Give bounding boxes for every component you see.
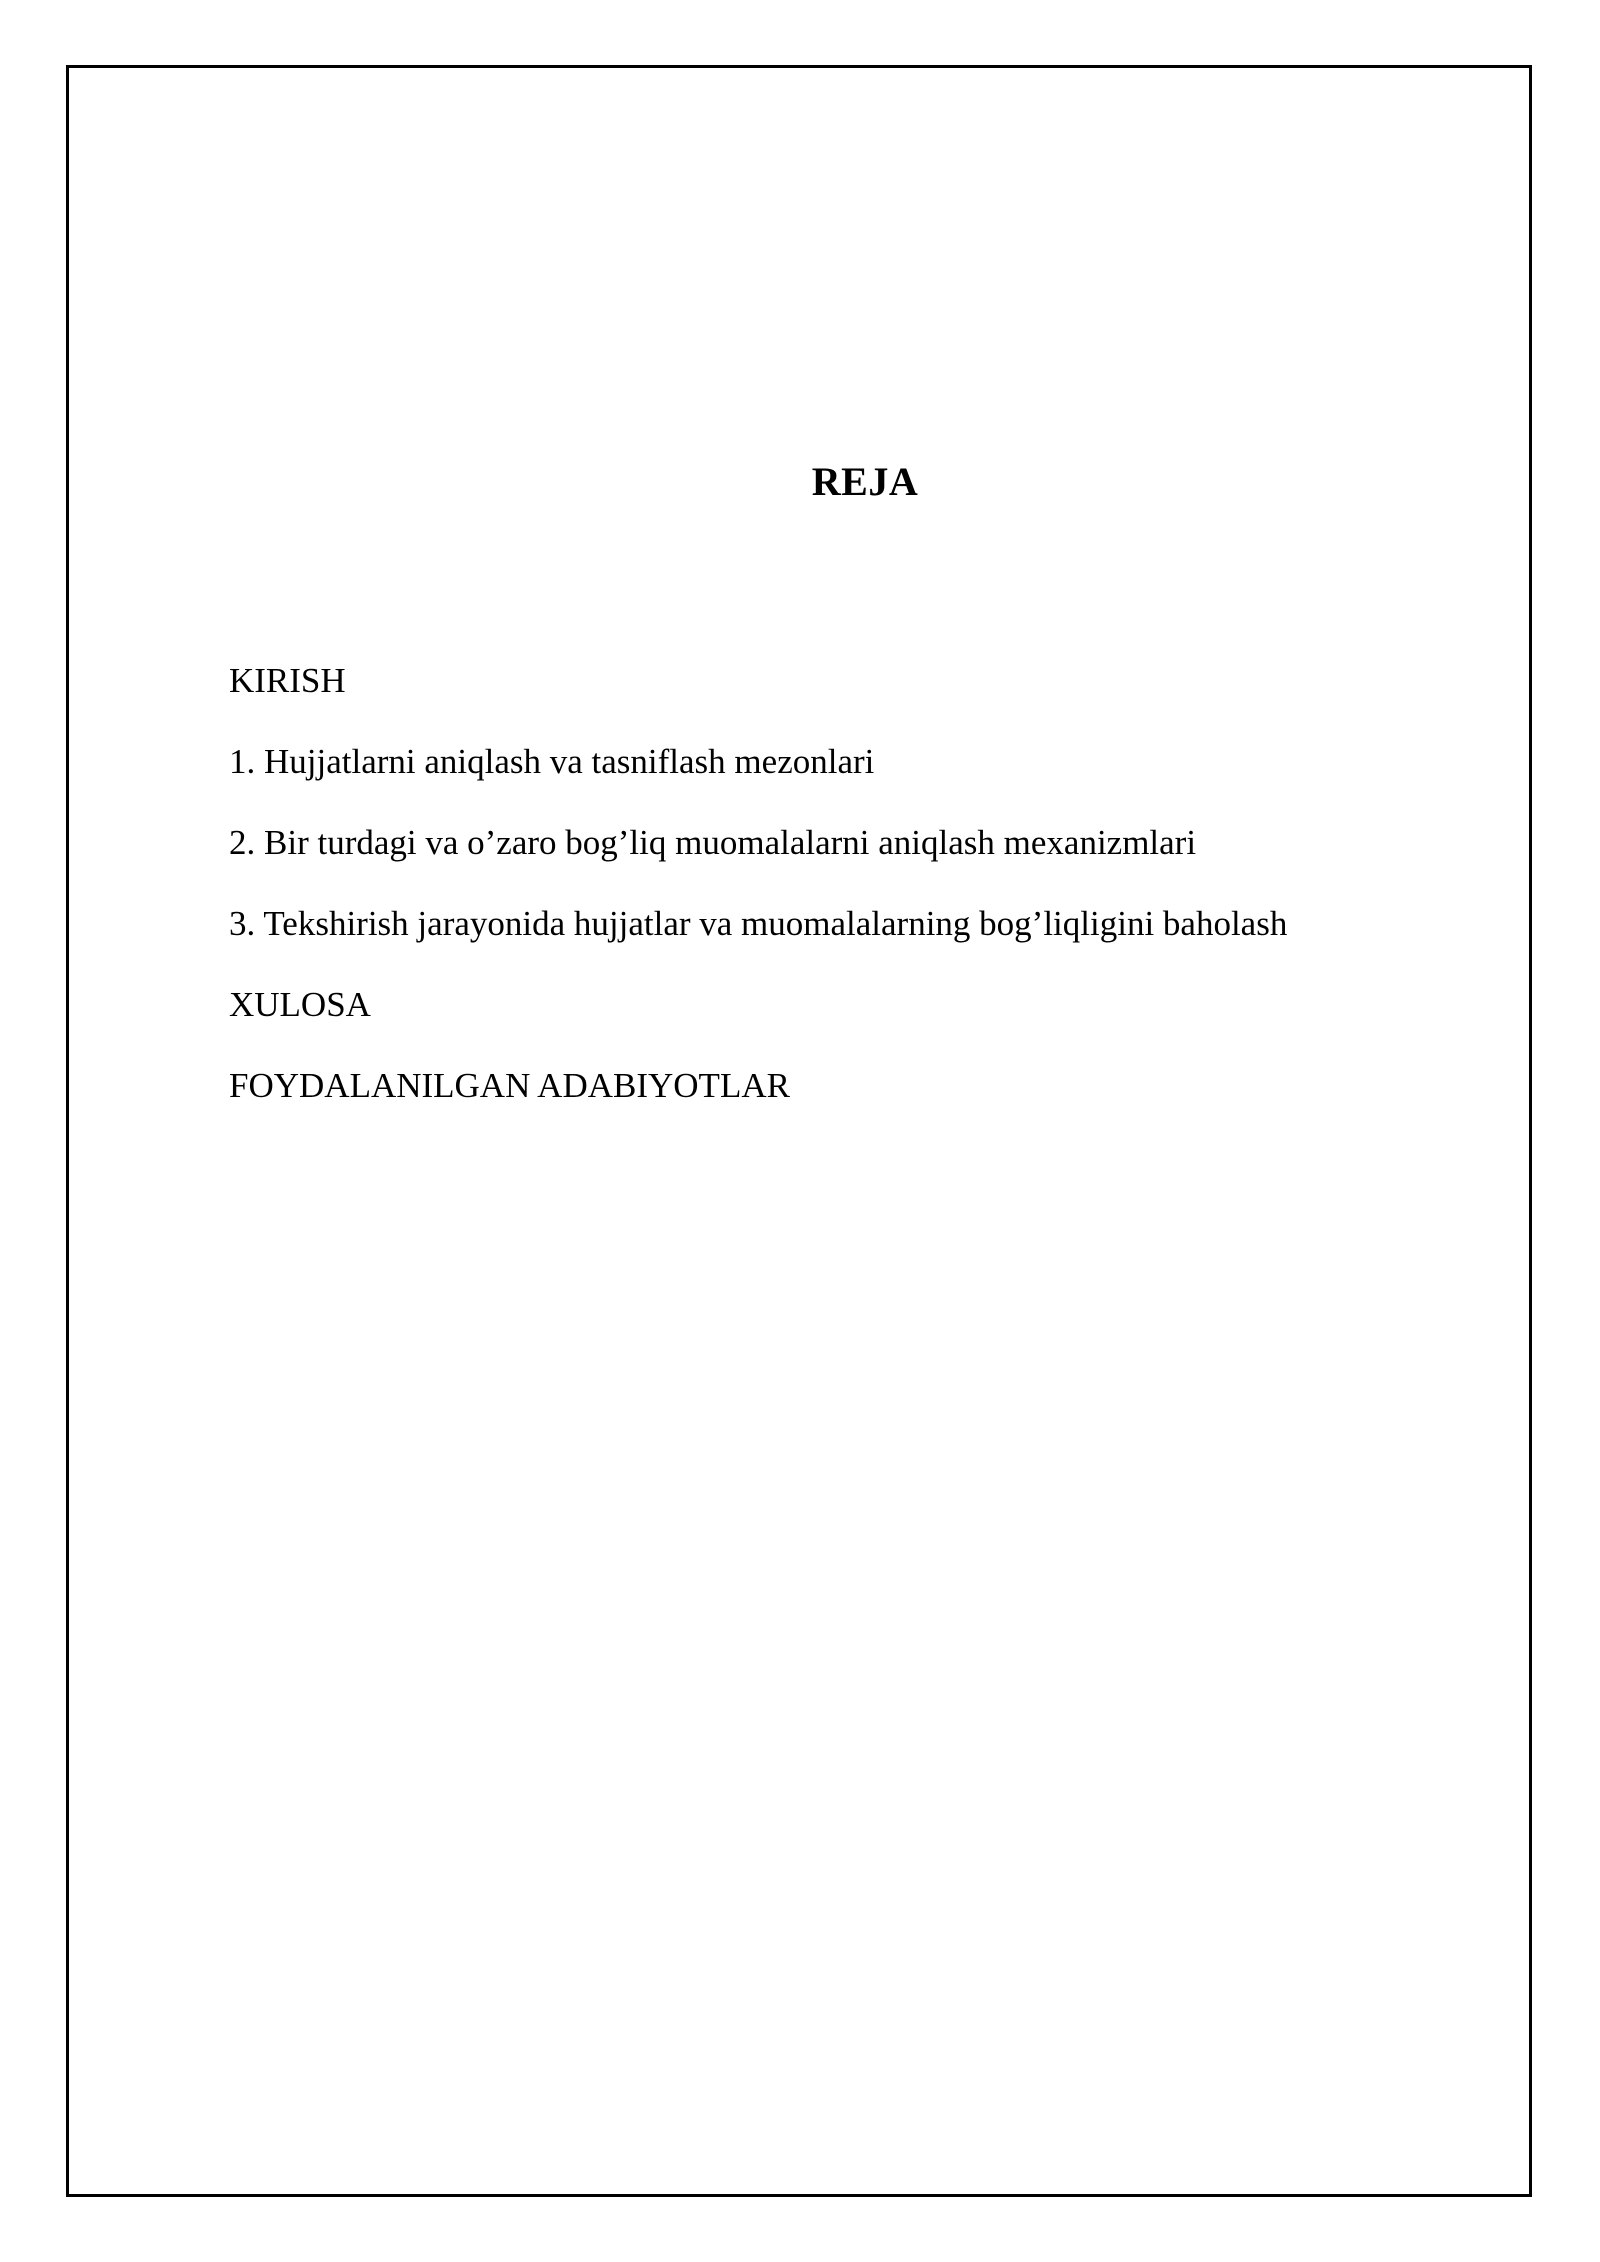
- toc-item-section-3: 3. Tekshirish jarayonida hujjatlar va muomalalarning bog’liqligini baholash: [229, 904, 1288, 943]
- toc-item-section-1: 1. Hujjatlarni aniqlash va tasniflash mezonlari: [229, 742, 875, 781]
- toc-item-introduction: KIRISH: [229, 661, 346, 700]
- toc-item-conclusion: XULOSA: [229, 985, 371, 1024]
- page-border: [66, 65, 1532, 2197]
- toc-item-references: FOYDALANILGAN ADABIYOTLAR: [229, 1066, 790, 1105]
- toc-item-section-2: 2. Bir turdagi va o’zaro bog’liq muomalalarni aniqlash mexanizmlari: [229, 823, 1197, 862]
- page-title: REJA: [811, 459, 919, 504]
- table-of-contents: [229, 640, 1287, 1126]
